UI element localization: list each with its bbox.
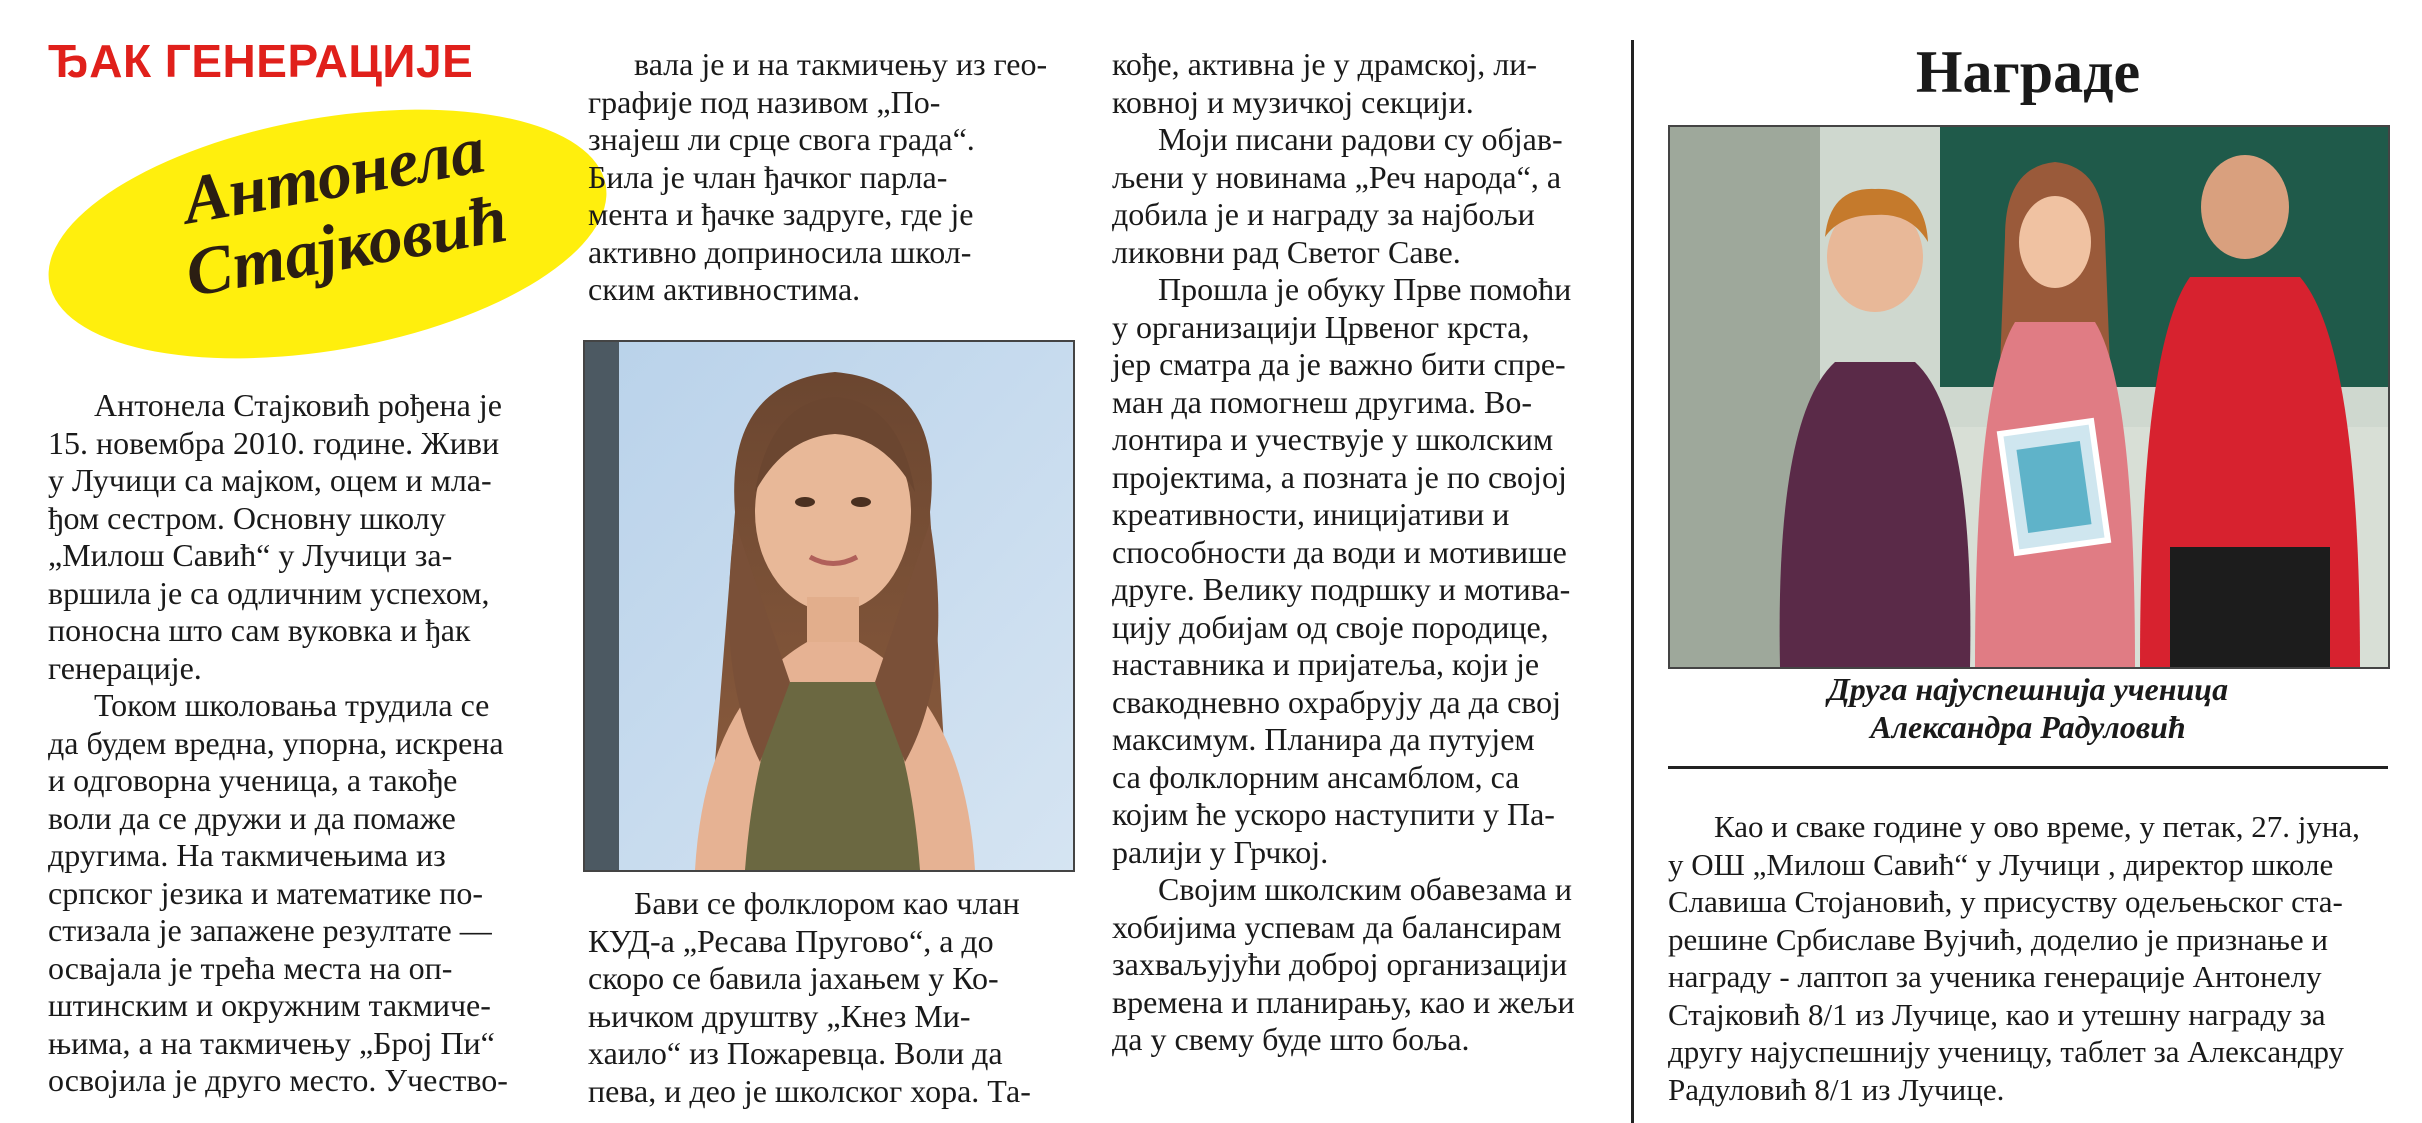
column-3 bbox=[1112, 46, 1604, 1059]
paragraph: Бави се фолклором као члан КУД-а „Ресава Пругово“, а до скоро се бавила јахањем у Ко- њичком друштву „Кнез Ми- хаило“ из Пожаревца. Воли да пева, и део је школског хора. Та- bbox=[588, 885, 1031, 1109]
paragraph: Као и сваке године у ово време, у петак, 27. јуна, у ОШ „Милош Савић“ у Лучици , директор школе Славиша Стојановић, у присуству одељењског ста- решине Србиславе Вујчић, доделио је признање и награду - лаптоп за ученика генерације Антонелу Стајковић 8/1 из Лучице, као и утешну награду за другу најуспешнију ученицу, таблет за Александру Радуловић 8/1 из Лучице. bbox=[1668, 809, 2360, 1107]
paragraph: Током школовања трудила се да будем вредна, упорна, искрена и одговорна ученица, а такође воли да се дружи и да помаже другима. На такмичењима из српског језика и математике по- стизала је запажене резултате — освајала је трећа места на оп- штинским и окружним такмиче- њима, а на такмичењу „Број Пи“ освојила је друго место. Учество- bbox=[48, 687, 508, 1098]
paragraph: вала је и на такмичењу из гео- графије под називом „По- знајеш ли срце свога града“. Била је члан ђачког парла- мента и ђачке задруге, где је активно доприносила школ- ским активностима. bbox=[588, 46, 1048, 307]
paragraph: Моји писани радови су објав- љени у новинама „Реч народа“, а добила је и награду за најбољи ликовни рад Светог Саве. bbox=[1112, 121, 1563, 270]
paragraph: Антонела Стајковић рођена је 15. новембра 2010. године. Живи у Лучици са мајком, оцем и мла- ђом сестром. Основну школу „Милош Савић“ у Лучици за- вршила је са одличним успехом, поносна што сам вуковка и ђак генерације. bbox=[48, 387, 502, 686]
awards-body bbox=[1668, 808, 2388, 1108]
section-divider bbox=[1668, 766, 2388, 769]
paragraph: Прошла је обуку Прве помоћи у организацији Црвеног крста, јер сматра да је важно бити спре- ман да помогнеш другима. Во- лонтира и учествује у школским пројектима, а позната је по својој креативности, иницијативи и способности да води и мотивише друге. Велику подршку и мотива- цију добијам од своје породице, наставника и пријатеља, који је свакодневно охрабрују да да свој максимум. Планира да путујем са фолклорним ансамблом, са којим ће ускоро наступити у Па- ралији у Грчкој. bbox=[1112, 271, 1572, 870]
student-portrait-photo bbox=[583, 340, 1075, 872]
portrait-illustration bbox=[585, 342, 1073, 870]
paragraph: кође, активна је у драмској, ли- ковној и музичкој секцији. bbox=[1112, 46, 1538, 120]
column-1 bbox=[48, 387, 548, 1100]
column-2-bottom bbox=[588, 885, 1073, 1110]
awards-ceremony-photo bbox=[1668, 125, 2390, 669]
paragraph: Својим школским обавезама и хобијима успевам да балансирам захваљујући доброј организацији времена и планирању, као и жељи да у свему буде што боља. bbox=[1112, 871, 1575, 1057]
column-divider bbox=[1631, 40, 1634, 1123]
photo-caption: Друга најуспешнија ученица Александра Радуловић bbox=[1827, 671, 2229, 745]
section-label: ЂАК ГЕНЕРАЦИЈЕ bbox=[48, 35, 474, 87]
awards-title: Награде bbox=[1915, 39, 2141, 105]
ceremony-illustration bbox=[1670, 127, 2388, 667]
column-2-top bbox=[588, 46, 1073, 309]
student-name: Антонела Стајковић bbox=[177, 110, 513, 312]
